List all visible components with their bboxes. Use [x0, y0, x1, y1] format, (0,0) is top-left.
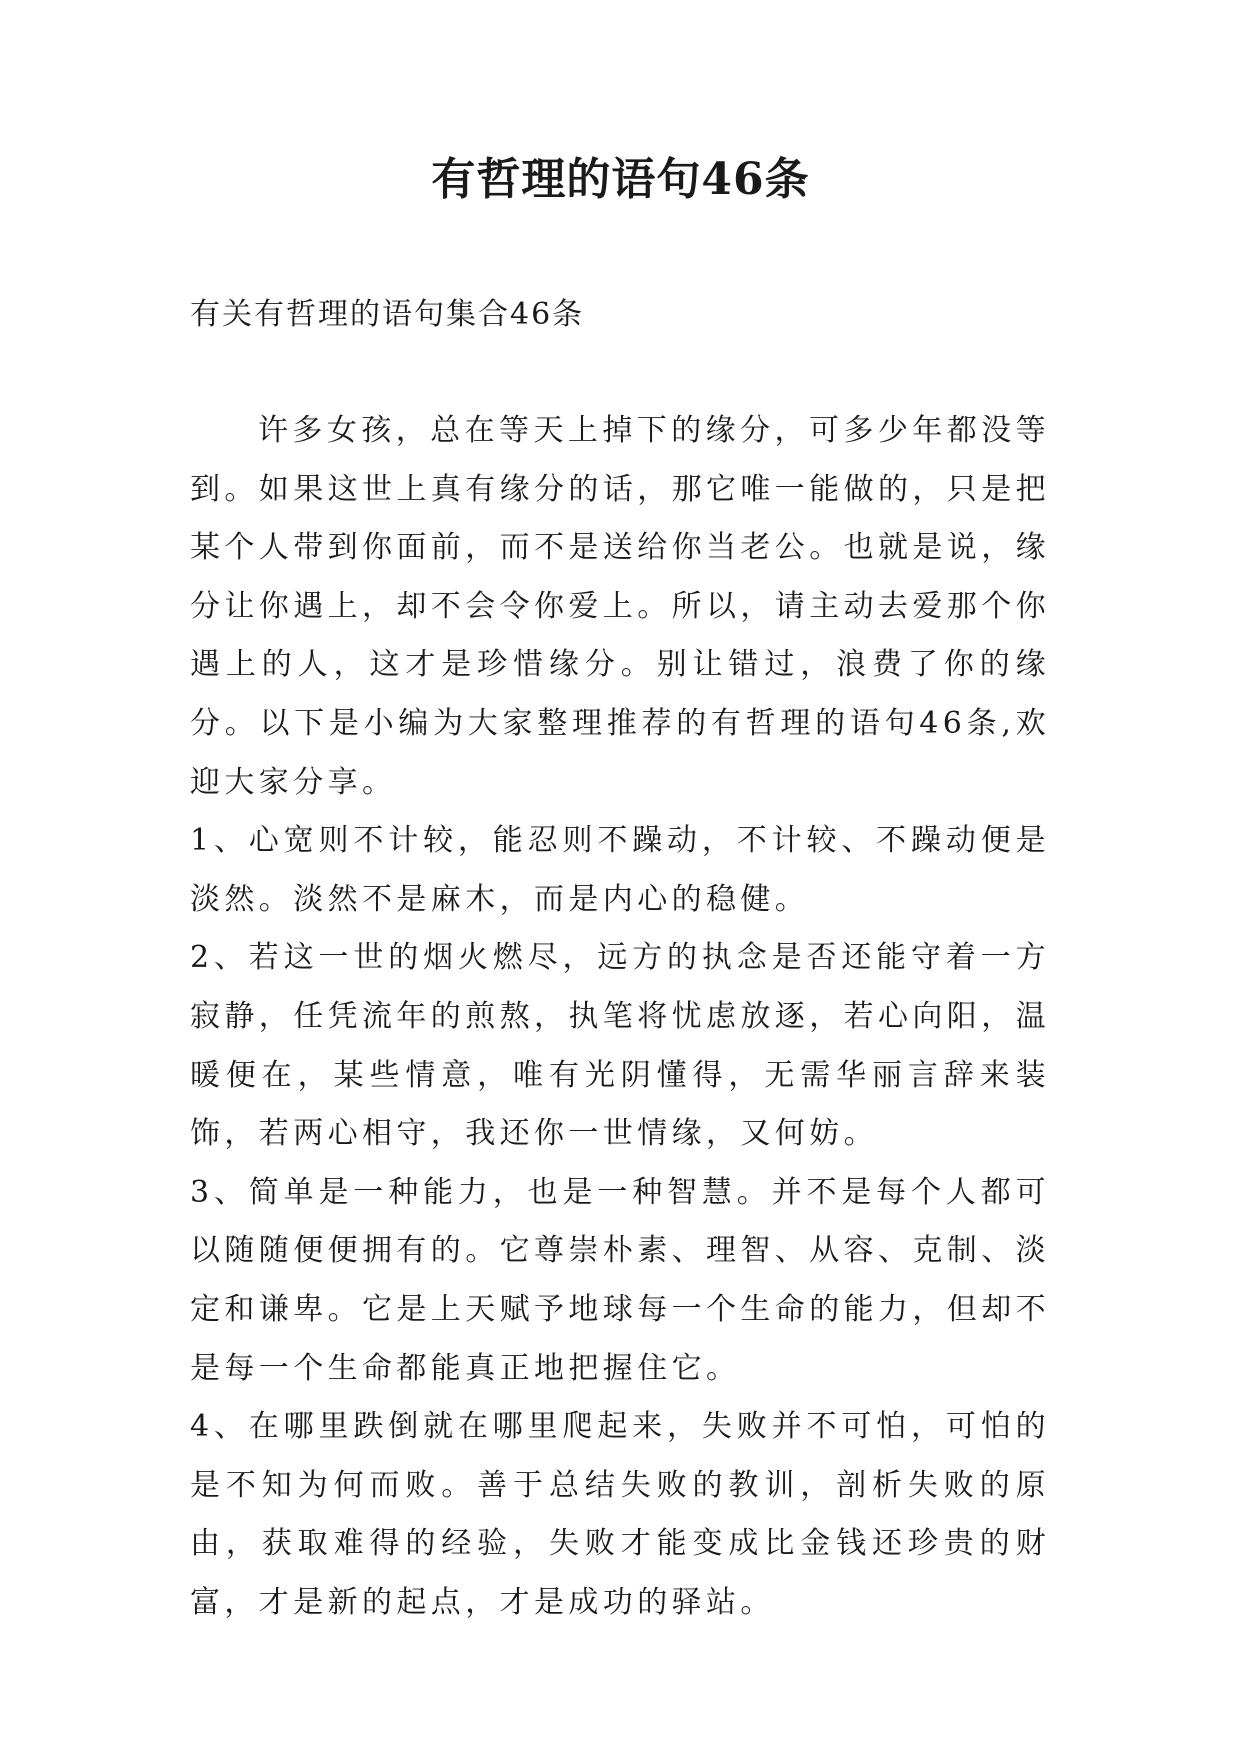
quote-item-2: 2、若这一世的烟火燃尽，远方的执念是否还能守着一方寂静，任凭流年的煎熬，执笔将忧虑放逐，若心向阳，温暖便在，某些情意，唯有光阴懂得，无需华丽言辞来装饰，若两心相守，我还你一世情缘，又何妨。 — [190, 940, 1050, 1152]
quote-item-3: 3、简单是一种能力，也是一种智慧。并不是每个人都可以随随便便拥有的。它尊崇朴素、理智、从容、克制、淡定和谦卑。它是上天赋予地球每一个生命的能力，但却不是每一个生命都能真正地把握住它。 — [190, 1174, 1050, 1386]
intro-paragraph: 许多女孩，总在等天上掉下的缘分，可多少年都没等到。如果这世上真有缘分的话，那它唯一能做的，只是把某个人带到你面前，而不是送给你当老公。也就是说，缘分让你遇上，却不会令你爱上。所以，请主动去爱那个你遇上的人，这才是珍惜缘分。别让错过，浪费了你的缘分。以下是小编为大家整理推荐的有哲理的语句46条,欢迎大家分享。 — [190, 413, 1050, 800]
document-subtitle: 有关有哲理的语句集合46条 — [190, 297, 585, 332]
quote-item-4: 4、在哪里跌倒就在哪里爬起来，失败并不可怕，可怕的是不知为何而败。善于总结失败的教训，剖析失败的原由，获取难得的经验，失败才能变成比金钱还珍贵的财富，才是新的起点，才是成功的驿站。 — [190, 1409, 1050, 1620]
quote-item-1: 1、心宽则不计较，能忍则不躁动，不计较、不躁动便是淡然。淡然不是麻木，而是内心的稳健。 — [190, 823, 1050, 917]
document-body — [190, 402, 1050, 1632]
document-title: 有哲理的语句46条 — [431, 154, 810, 205]
